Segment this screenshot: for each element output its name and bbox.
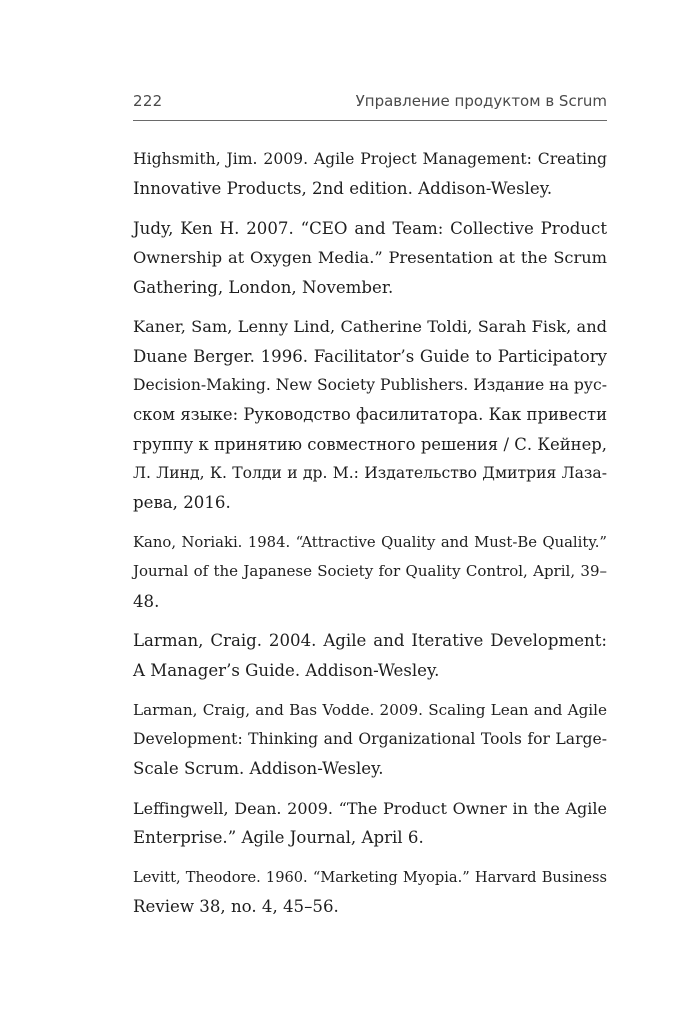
reference-entry	[133, 528, 607, 616]
reference-line: Л. Линд, К. Толди и др. М.: Издательство Дмитрия Лаза-	[133, 463, 607, 482]
reference-line: Duane Berger. 1996. Facilitator’s Guide to Participatory	[133, 346, 607, 366]
page-number: 222	[133, 92, 163, 110]
reference-entry	[133, 863, 607, 922]
reference-line: Development: Thinking and Organizational Tools for Large-	[133, 729, 607, 748]
reference-line: Kaner, Sam, Lenny Lind, Catherine Toldi, Sarah Fisk, and	[133, 317, 607, 337]
reference-line: Ownership at Oxygen Media.” Presentation at the Scrum	[133, 248, 607, 268]
book-title: Управление продуктом в Scrum	[355, 92, 607, 110]
reference-line: рева, 2016.	[133, 493, 231, 513]
reference-line: Leffingwell, Dean. 2009. “The Product Owner in the Agile	[133, 798, 607, 818]
reference-entry	[133, 145, 607, 204]
reference-entry	[133, 626, 607, 685]
reference-entry	[133, 312, 607, 517]
header-rule	[133, 120, 607, 121]
reference-line: Larman, Craig, and Bas Vodde. 2009. Scaling Lean and Agile	[133, 700, 607, 719]
reference-line: A Manager’s Guide. Addison-Wesley.	[133, 660, 440, 680]
reference-line: Journal of the Japanese Society for Quality Control, April, 39–	[133, 562, 607, 581]
reference-entry	[133, 696, 607, 784]
reference-line: Review 38, no. 4, 45–56.	[133, 897, 339, 917]
reference-entry	[133, 794, 607, 853]
running-head	[133, 92, 607, 114]
reference-line: Judy, Ken H. 2007. “CEO and Team: Collective Product	[133, 219, 607, 239]
reference-line: Levitt, Theodore. 1960. “Marketing Myopia.” Harvard Business	[133, 869, 607, 887]
reference-line: Innovative Products, 2nd edition. Addison-Wesley.	[133, 179, 553, 199]
reference-line: Gathering, London, November.	[133, 277, 394, 297]
reference-list	[133, 145, 607, 932]
reference-line: Scale Scrum. Addison-Wesley.	[133, 759, 384, 779]
reference-line: Enterprise.” Agile Journal, April 6.	[133, 828, 424, 848]
reference-line: 48.	[133, 591, 160, 611]
reference-line: Decision-Making. New Society Publishers. Издание на рус-	[133, 376, 607, 395]
reference-line: Kano, Noriaki. 1984. “Attractive Quality and Must-Be Quality.”	[133, 534, 607, 552]
reference-entry	[133, 214, 607, 302]
reference-line: ском языке: Руководство фасилитатора. Как привести	[133, 405, 607, 425]
reference-line: Larman, Craig. 2004. Agile and Iterative Development:	[133, 631, 607, 651]
reference-line: группу к принятию совместного решения / С. Кейнер,	[133, 434, 607, 454]
reference-line: Highsmith, Jim. 2009. Agile Project Management: Creating	[133, 150, 607, 168]
